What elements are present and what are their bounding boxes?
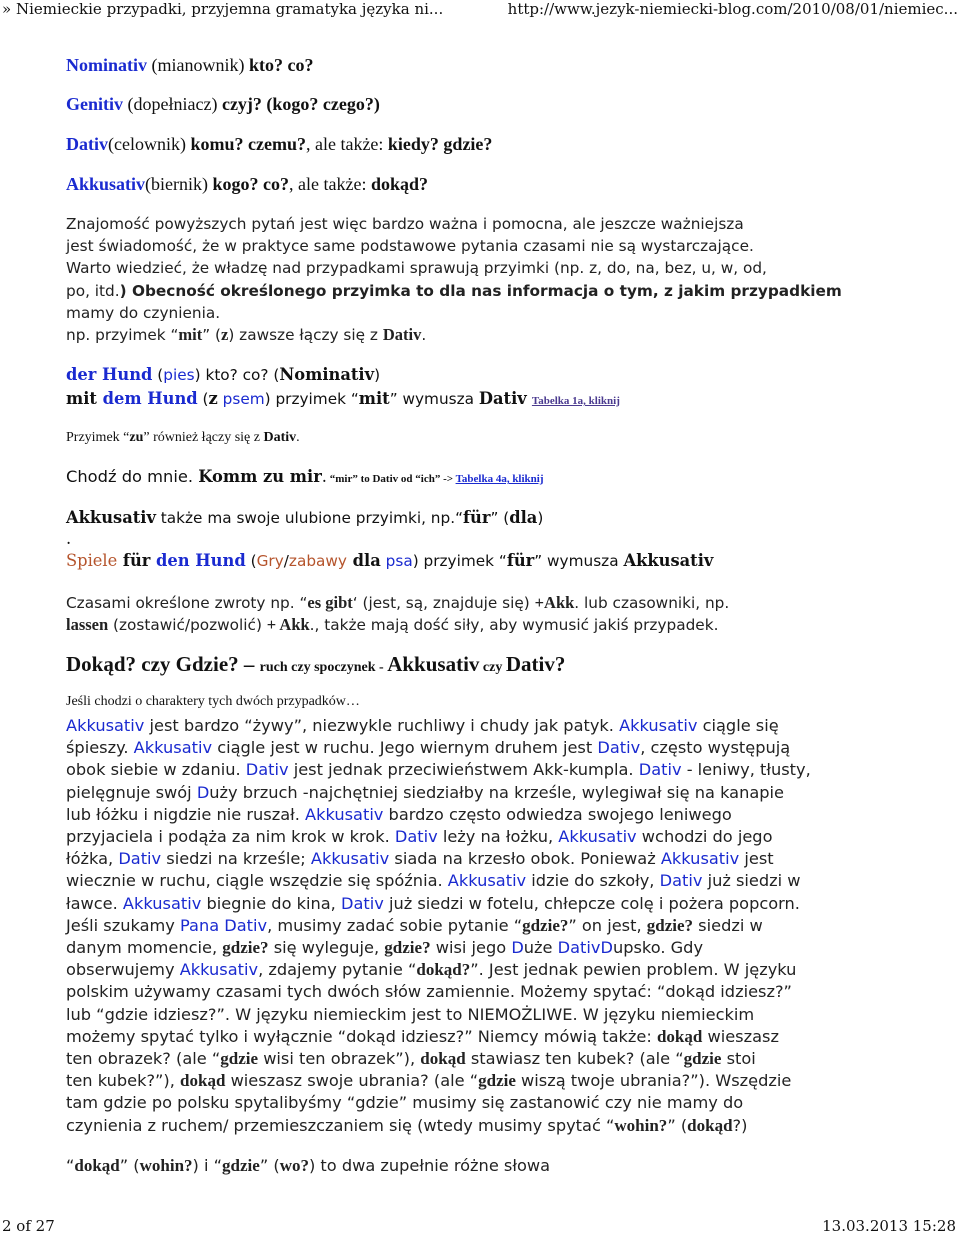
closing-text: ” ( <box>119 1156 140 1175</box>
closing-text: “ <box>66 1156 75 1175</box>
spiele-text: ) przyimek “ <box>412 552 507 570</box>
story-text: idzie do szkoły, <box>526 871 660 891</box>
story-text: Jeśli szukamy <box>66 915 180 935</box>
case-mention: Akkusativ <box>122 893 202 913</box>
keyword-dla: dla <box>509 508 538 527</box>
zu-text: ” również łączy się z <box>143 430 264 445</box>
case-questions: komu? czemu? <box>190 134 306 154</box>
keyword-wohin: wohin? <box>139 1156 193 1175</box>
keyword-akkusativ: Akkusativ <box>623 551 714 570</box>
story-text: uże <box>523 938 558 958</box>
zu-text: . <box>296 430 300 445</box>
story-text: przyjaciela i podąża za nim krok w krok. <box>66 827 395 847</box>
keyword-akk: + Akk <box>266 615 310 635</box>
akk-text: ) <box>537 509 544 527</box>
closing-text: ” ( <box>259 1156 280 1175</box>
case-polish: (dopełniacz) <box>123 94 222 114</box>
keyword-gdzie: gdzie <box>222 1156 260 1175</box>
chodz-text: . <box>321 467 327 486</box>
case-mention: Akkusativ <box>660 849 740 869</box>
intro-line <box>66 280 896 302</box>
story-text: jest <box>739 849 774 869</box>
page-number: 2 of 27 <box>2 1217 55 1235</box>
story-text: wiecznie w ruchu, ciągle wszędzie się spóźnia. <box>66 871 448 891</box>
example-text: ) przyimek “ <box>264 390 359 408</box>
intro-line: Warto wiedzieć, że władzę nad przypadkami sprawują przyimki (np. z, do, na, bez, u, w, od, <box>66 259 767 278</box>
question-word: gdzie? <box>522 915 569 935</box>
story-text: stawiasz ten kubek? (ale “ <box>465 1049 684 1069</box>
question-word: dokąd <box>687 1115 733 1135</box>
heading-text: Akkusativ <box>387 652 480 676</box>
zwroty-text: ., także mają dość siły, aby wymusić jakiś przypadek. <box>309 616 719 635</box>
story-line <box>66 1004 896 1026</box>
zwroty-text: . lub czasowniki, np. <box>574 594 730 612</box>
case-mention: Akkusativ <box>619 716 698 735</box>
story-line <box>66 915 896 937</box>
example-word: der Hund <box>66 365 153 384</box>
zwroty-paragraph <box>66 592 896 636</box>
keyword-lassen: lassen <box>66 615 109 635</box>
section-heading <box>66 652 565 677</box>
story-text: ten kubek?”), <box>66 1071 181 1091</box>
example-text: ( <box>152 366 164 384</box>
story-text: polskim używamy czasami tych dwóch słów zamiennie. Możemy spytać: “dokąd idziesz?” <box>66 982 792 1002</box>
table-1a-link[interactable]: Tabelka 1a, kliknij <box>531 395 620 407</box>
zu-text: Przyimek “ <box>66 430 130 445</box>
story-text: ” ( <box>667 1115 688 1135</box>
case-mention: Dativ <box>245 760 289 780</box>
story-text: , zdajemy pytanie “ <box>258 960 417 980</box>
example-text: ) kto? co? ( <box>194 366 280 384</box>
keyword-mit: mit <box>178 325 203 345</box>
case-mention: Akkusativ <box>133 738 213 758</box>
intro-line: mamy do czynienia. <box>66 303 221 322</box>
story-text: już siedzi w fotelu, chłepcze colę i pożera popcorn. <box>383 893 800 913</box>
case-mention: Dativ <box>340 893 384 913</box>
story-text: wieszasz swoje ubrania? (ale “ <box>225 1071 479 1091</box>
story-line <box>66 1048 896 1070</box>
intro-text: ) zawsze łączy się z <box>228 326 383 345</box>
story-text: wchodzi do jego <box>636 827 773 847</box>
case-mention: Akkusativ <box>310 849 390 869</box>
story-text: - leniwy, tłusty, <box>681 760 811 780</box>
chodz-example <box>66 467 544 486</box>
zwroty-line <box>66 592 896 614</box>
case-questions: kto? co? <box>248 55 314 75</box>
case-mention: Dativ <box>597 738 641 758</box>
story-text: siedzi w <box>693 915 763 935</box>
story-text: danym momencie, <box>66 938 223 958</box>
spiele-word: den Hund <box>150 551 246 570</box>
story-text: obserwujemy <box>66 960 180 980</box>
example-text: ( <box>197 390 209 408</box>
story-text: jest bardzo “żywy”, niezwykle ruchliwy i chudy jak patyk. <box>144 716 620 735</box>
case-also: , ale także: <box>289 174 371 194</box>
spiele-word: Spiele <box>66 551 118 570</box>
chodz-german: Komm zu mir <box>198 467 322 486</box>
story-text: bardzo często odwiedza swojego leniwego <box>383 804 732 824</box>
question-word: dokąd <box>420 1049 466 1069</box>
akk-text: ” ( <box>490 509 510 527</box>
story-text: ciągle jest w ruchu. Jego wiernym druhem jest <box>212 738 598 758</box>
intro-text: np. przyimek “ <box>66 326 179 345</box>
closing-text: ) i “ <box>192 1156 223 1175</box>
example-case: Nominativ <box>279 365 375 384</box>
case-mention: Akkusativ <box>558 827 637 847</box>
story-text: czynienia z ruchem/ przemieszczaniem się (wtedy musimy spytać “ <box>66 1115 615 1135</box>
print-footer <box>0 1217 960 1235</box>
story-text: wisi jego <box>430 938 512 958</box>
story-text: uży brzuch -najchętniej siedziałby na krześle, wylegiwał się na kanapie <box>209 782 785 802</box>
story-text: łóżka, <box>66 849 119 869</box>
story-line <box>66 759 896 781</box>
story-line <box>66 826 896 848</box>
question-word: gdzie <box>220 1049 259 1069</box>
story-text: , często występują <box>640 738 791 758</box>
case-mention: Akkusativ <box>66 716 145 735</box>
closing-text: ) to dwa zupełnie różne słowa <box>308 1156 551 1175</box>
keyword-es-gibt: es gibt <box>307 593 353 612</box>
case-mention: Dativ <box>394 827 438 847</box>
story-line <box>66 937 896 959</box>
story-line <box>66 782 896 804</box>
heading-subtext: czy <box>479 660 506 675</box>
heading-text: Dativ? <box>505 652 566 676</box>
heading-subtext: ruch czy spoczynek - <box>259 660 388 675</box>
story-text: lub łóżku i nigdzie nie ruszał. <box>66 804 306 824</box>
story-text: ” on jest, <box>568 915 647 935</box>
example-word: mit <box>358 389 390 408</box>
example-word: mit <box>66 389 97 408</box>
keyword-fur: für <box>463 508 491 527</box>
chodz-note: “mir” to Dativ od “ich” -> <box>326 473 456 485</box>
case-mention: Akkusativ <box>447 871 527 891</box>
zwroty-text: ‘ (jest, są, znajduje się) <box>352 594 535 612</box>
case-mention: Akkusativ <box>179 960 259 980</box>
print-header <box>0 0 960 22</box>
story-paragraph <box>66 715 896 1137</box>
story-line <box>66 870 896 892</box>
case-questions-extra: kiedy? gdzie? <box>387 134 493 154</box>
question-word: gdzie? <box>646 915 694 935</box>
spiele-word: für <box>506 551 535 570</box>
example-text: ) <box>374 366 381 384</box>
story-text: ławce. <box>66 893 123 913</box>
intro-paragraph <box>66 213 896 346</box>
akkusativ-prepositions <box>66 508 543 527</box>
story-text: ciągle się <box>697 716 779 735</box>
case-polish: (celownik) <box>108 134 191 154</box>
akk-dot: . <box>66 529 72 548</box>
case-mention: Dativ <box>118 849 162 869</box>
story-text: jest jednak przeciwieństwem Akk-kumpla. <box>288 760 639 780</box>
case-mention: Dativ <box>659 871 703 891</box>
example-word: dem Hund <box>96 389 198 408</box>
story-line <box>66 1026 896 1048</box>
heading-text: Dokąd? czy Gdzie? – <box>66 652 260 676</box>
example-translation: psem <box>217 390 265 408</box>
example-text: ” wymusza <box>389 390 479 408</box>
spiele-word: für <box>117 551 151 570</box>
case-polish: (mianownik) <box>147 55 249 75</box>
keyword-akkusativ: Akkusativ <box>66 508 156 527</box>
story-text: wisi ten obrazek”), <box>258 1049 421 1069</box>
question-word: gdzie <box>683 1049 722 1069</box>
intro-text: ) Obecność określonego przyimka to dla nas informacja o tym, z jakim przypadkiem <box>119 281 842 300</box>
question-word: dokąd <box>180 1071 226 1091</box>
example-word: z <box>208 389 218 408</box>
intro-line: jest świadomość, że w praktyce same podstawowe pytania czasami nie są wystarczające. <box>66 237 754 256</box>
case-questions: czyj? (kogo? czego?) <box>221 94 380 114</box>
case-also: , ale także: <box>305 134 388 154</box>
keyword-dativ: Dativ <box>263 430 297 445</box>
case-mention: Pana Dativ <box>180 915 268 935</box>
print-datetime: 13.03.2013 15:28 <box>822 1217 956 1235</box>
story-text: pielęgnuje swój <box>66 782 197 802</box>
zu-sentence <box>66 430 300 446</box>
story-text: możemy spytać tylko i wyłącznie “dokąd idziesz?” Niemcy mówią także: <box>66 1026 657 1046</box>
case-mention: D <box>600 938 613 958</box>
case-nominativ <box>66 55 313 76</box>
zwroty-text: Czasami określone zwroty np. “ <box>66 594 308 612</box>
intro-line: Znajomość powyższych pytań jest więc bardzo ważna i pomocna, ale jeszcze ważniejsza <box>66 215 744 233</box>
chodz-text: Chodź do mnie. <box>66 467 199 486</box>
case-mention: Dativ <box>557 938 601 958</box>
spiele-text: ( <box>245 552 257 570</box>
question-word: gdzie? <box>384 938 431 958</box>
case-name: Nominativ <box>66 55 147 75</box>
story-text: ?) <box>732 1115 748 1135</box>
story-text: ”. Jest jednak pewien problem. W języku <box>470 960 797 980</box>
case-akkusativ <box>66 174 428 195</box>
spiele-translation: zabawy <box>288 552 347 570</box>
spiele-word: dla <box>346 551 381 570</box>
question-word: dokąd <box>656 1026 703 1046</box>
case-polish: (biernik) <box>145 174 213 194</box>
case-name: Dativ <box>66 134 108 154</box>
zwroty-text: (zostawić/pozwolić) <box>108 616 267 635</box>
story-text: upsko. Gdy <box>612 938 704 958</box>
characters-intro: Jeśli chodzi o charaktery tych dwóch przypadków… <box>66 694 360 709</box>
case-mention: Akkusativ <box>305 804 384 824</box>
example-nominativ <box>66 365 380 384</box>
story-text: wiszą twoje ubrania?”). Wszędzie <box>515 1071 792 1091</box>
zwroty-line <box>66 614 896 636</box>
spiele-example <box>66 551 713 570</box>
keyword-dativ: Dativ <box>382 325 422 345</box>
story-text: leży na łożku, <box>437 827 559 847</box>
story-text: ten obrazek? (ale “ <box>66 1049 221 1069</box>
story-text: obok siebie w zdaniu. <box>66 760 246 780</box>
case-mention: D <box>196 782 210 802</box>
example-case: Dativ <box>478 389 527 408</box>
story-text: tam gdzie po polsku spytalibyśmy “gdzie” musimy się zastanowić czy nie mamy do <box>66 1093 744 1113</box>
example-dativ <box>66 389 620 408</box>
spiele-translation: psa <box>380 552 413 570</box>
case-name: Akkusativ <box>66 174 146 194</box>
akk-text: także ma swoje ulubione przyimki, np.“ <box>155 509 464 527</box>
story-line <box>66 804 896 826</box>
story-text: biegnie do kina, <box>201 893 341 913</box>
story-line <box>66 1070 896 1092</box>
case-questions: kogo? co? <box>212 174 290 194</box>
case-genitiv <box>66 94 380 115</box>
story-text: lub “gdzie idziesz?”. W języku niemieckim jest to NIEMOŻLIWE. W języku niemieckim <box>66 1004 755 1024</box>
example-translation: pies <box>163 366 195 384</box>
spiele-text: ” wymusza <box>534 552 624 570</box>
story-line <box>66 981 896 1003</box>
story-text: stoi <box>721 1049 756 1069</box>
story-text: śpieszy. <box>66 738 134 758</box>
story-line <box>66 959 896 981</box>
intro-line <box>66 324 896 346</box>
story-line <box>66 1115 896 1137</box>
keyword-z: z <box>221 325 229 345</box>
keyword-akk: +Akk <box>534 593 575 612</box>
keyword-zu: zu <box>129 430 144 445</box>
case-mention: D <box>511 938 524 958</box>
page-url: http://www.jezyk-niemiecki-blog.com/2010/08/01/niemiec... <box>507 0 958 18</box>
case-dativ <box>66 134 492 155</box>
story-text: siedzi na krześle; <box>161 849 311 869</box>
intro-text: po, itd. <box>66 281 120 300</box>
table-4a-link[interactable]: Tabelka 4a, kliknij <box>455 473 544 485</box>
question-word: gdzie? <box>222 938 269 958</box>
case-mention: Dativ <box>638 760 682 780</box>
keyword-wo: wo? <box>279 1156 309 1175</box>
case-questions-extra: dokąd? <box>370 174 429 194</box>
story-line <box>66 737 896 759</box>
story-text: siada na krzesło obok. Ponieważ <box>389 849 661 869</box>
story-text: już siedzi w <box>702 871 801 891</box>
story-text: się wyleguje, <box>268 938 385 958</box>
story-line <box>66 715 896 737</box>
spiele-translation: Gry <box>256 552 284 570</box>
question-word: wohin? <box>614 1115 668 1135</box>
keyword-dokad: dokąd <box>74 1156 120 1175</box>
closing-line <box>66 1155 550 1177</box>
spiele-text: / <box>283 552 289 570</box>
story-text: , musimy zadać sobie pytanie “ <box>267 915 523 935</box>
case-name: Genitiv <box>66 94 123 114</box>
story-line <box>66 893 896 915</box>
question-word: dokąd? <box>416 960 471 980</box>
intro-text: ” ( <box>202 326 222 345</box>
story-text: wieszasz <box>702 1026 779 1046</box>
story-line <box>66 848 896 870</box>
story-line <box>66 1092 896 1114</box>
page-title: » Niemieckie przypadki, przyjemna gramatyka języka ni... <box>2 0 444 18</box>
intro-text: . <box>421 326 427 345</box>
question-word: gdzie <box>478 1071 516 1091</box>
